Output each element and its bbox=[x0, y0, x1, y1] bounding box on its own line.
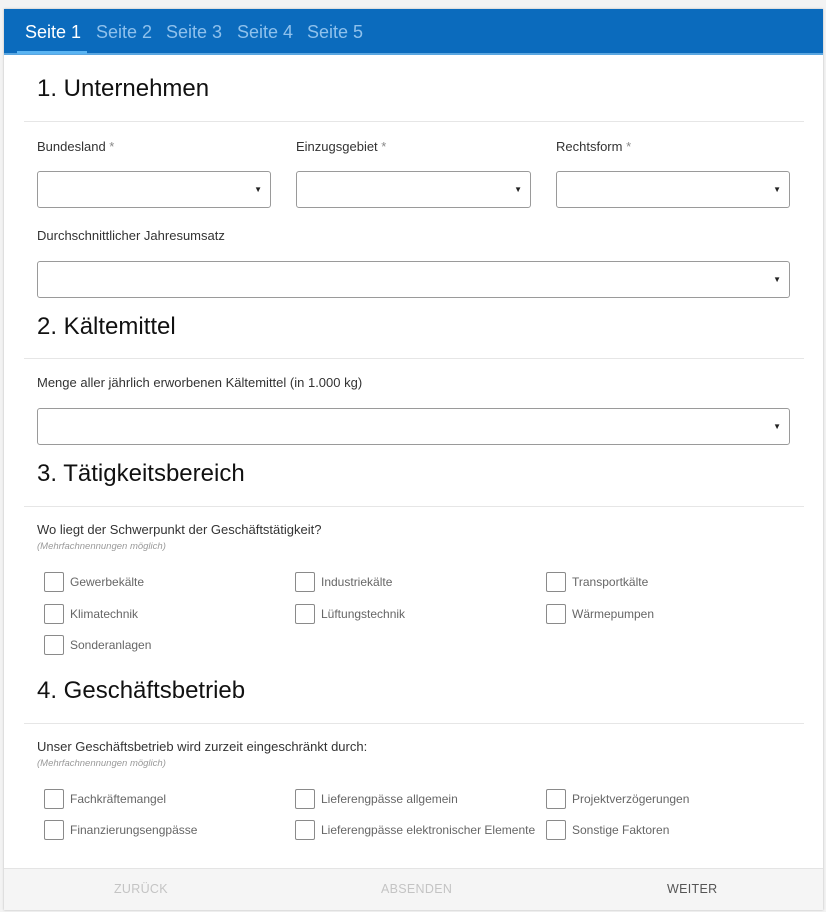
form-footer bbox=[4, 868, 823, 910]
einzugsgebiet-select[interactable] bbox=[296, 171, 531, 208]
checkbox-label: Lieferengpässe elektronischer Elemente bbox=[321, 823, 536, 837]
next-button[interactable]: WEITER bbox=[667, 882, 718, 896]
checkbox-lieferengpaesse-allgemein[interactable] bbox=[295, 789, 315, 809]
checkbox-projektverzoegerungen[interactable] bbox=[546, 789, 566, 809]
kaeltemittel-menge-select[interactable] bbox=[37, 408, 790, 445]
taetigkeit-question: Wo liegt der Schwerpunkt der Geschäftstätigkeit? bbox=[37, 522, 322, 537]
section-title-taetigkeitsbereich: 3. Tätigkeitsbereich bbox=[37, 460, 245, 487]
checkbox-sonderanlagen[interactable] bbox=[44, 635, 64, 655]
geschaeftsbetrieb-question: Unser Geschäftsbetrieb wird zurzeit eingeschränkt durch: bbox=[37, 739, 368, 754]
checkbox-label: Klimatechnik bbox=[70, 607, 139, 621]
rechtsform-label: Rechtsform * bbox=[556, 139, 632, 154]
active-tab-indicator bbox=[17, 51, 87, 54]
tab-seite-2[interactable]: Seite 2 bbox=[96, 22, 153, 42]
checkbox-label: Projektverzögerungen bbox=[572, 792, 690, 806]
tab-seite-5[interactable]: Seite 5 bbox=[307, 22, 364, 42]
bundesland-select[interactable] bbox=[37, 171, 271, 208]
checkbox-lieferengpaesse-elektronik[interactable] bbox=[295, 820, 315, 840]
caret-down-icon: ▼ bbox=[254, 185, 262, 194]
section-divider bbox=[24, 121, 804, 122]
section-title-geschaeftsbetrieb: 4. Geschäftsbetrieb bbox=[37, 677, 246, 704]
survey-form bbox=[4, 9, 823, 910]
tab-seite-1[interactable]: Seite 1 bbox=[25, 22, 82, 42]
checkbox-fachkraeftemangel[interactable] bbox=[44, 789, 64, 809]
section-divider bbox=[24, 723, 804, 724]
taetigkeit-hint: (Mehrfachnennungen möglich) bbox=[37, 541, 166, 552]
einzugsgebiet-label: Einzugsgebiet * bbox=[296, 139, 387, 154]
checkbox-label: Finanzierungsengpässe bbox=[70, 823, 198, 837]
jahresumsatz-label: Durchschnittlicher Jahresumsatz bbox=[37, 228, 225, 243]
checkbox-label: Wärmepumpen bbox=[572, 607, 655, 621]
checkbox-waermepumpen[interactable] bbox=[546, 604, 566, 624]
section-divider bbox=[24, 506, 804, 507]
checkbox-label: Fachkräftemangel bbox=[70, 792, 167, 806]
checkbox-label: Lüftungstechnik bbox=[321, 607, 406, 621]
checkbox-label: Gewerbekälte bbox=[70, 575, 145, 589]
caret-down-icon: ▼ bbox=[773, 275, 781, 284]
checkbox-label: Sonderanlagen bbox=[70, 638, 152, 652]
checkbox-label: Transportkälte bbox=[572, 575, 649, 589]
rechtsform-select[interactable] bbox=[556, 171, 790, 208]
caret-down-icon: ▼ bbox=[514, 185, 522, 194]
checkbox-lueftungstechnik[interactable] bbox=[295, 604, 315, 624]
section-title-kaeltemittel: 2. Kältemittel bbox=[37, 313, 176, 340]
checkbox-klimatechnik[interactable] bbox=[44, 604, 64, 624]
tab-seite-4[interactable]: Seite 4 bbox=[237, 22, 294, 42]
kaeltemittel-menge-label: Menge aller jährlich erworbenen Kältemittel (in 1.000 kg) bbox=[37, 375, 363, 390]
tab-seite-3[interactable]: Seite 3 bbox=[166, 22, 223, 42]
geschaeftsbetrieb-hint: (Mehrfachnennungen möglich) bbox=[37, 758, 166, 769]
back-button[interactable]: ZURÜCK bbox=[114, 882, 168, 896]
section-divider bbox=[24, 358, 804, 359]
checkbox-transportkaelte[interactable] bbox=[546, 572, 566, 592]
submit-button[interactable]: ABSENDEN bbox=[381, 882, 453, 896]
checkbox-industriekaelte[interactable] bbox=[295, 572, 315, 592]
checkbox-label: Sonstige Faktoren bbox=[572, 823, 670, 837]
section-title-unternehmen: 1. Unternehmen bbox=[37, 75, 210, 102]
checkbox-label: Lieferengpässe allgemein bbox=[321, 792, 458, 806]
checkbox-sonstige-faktoren[interactable] bbox=[546, 820, 566, 840]
page-tabs bbox=[4, 9, 823, 55]
caret-down-icon: ▼ bbox=[773, 185, 781, 194]
jahresumsatz-select[interactable] bbox=[37, 261, 790, 298]
bundesland-label: Bundesland * bbox=[37, 139, 115, 154]
checkbox-gewerbekaelte[interactable] bbox=[44, 572, 64, 592]
checkbox-label: Industriekälte bbox=[321, 575, 393, 589]
caret-down-icon: ▼ bbox=[773, 422, 781, 431]
checkbox-finanzierungsengpaesse[interactable] bbox=[44, 820, 64, 840]
